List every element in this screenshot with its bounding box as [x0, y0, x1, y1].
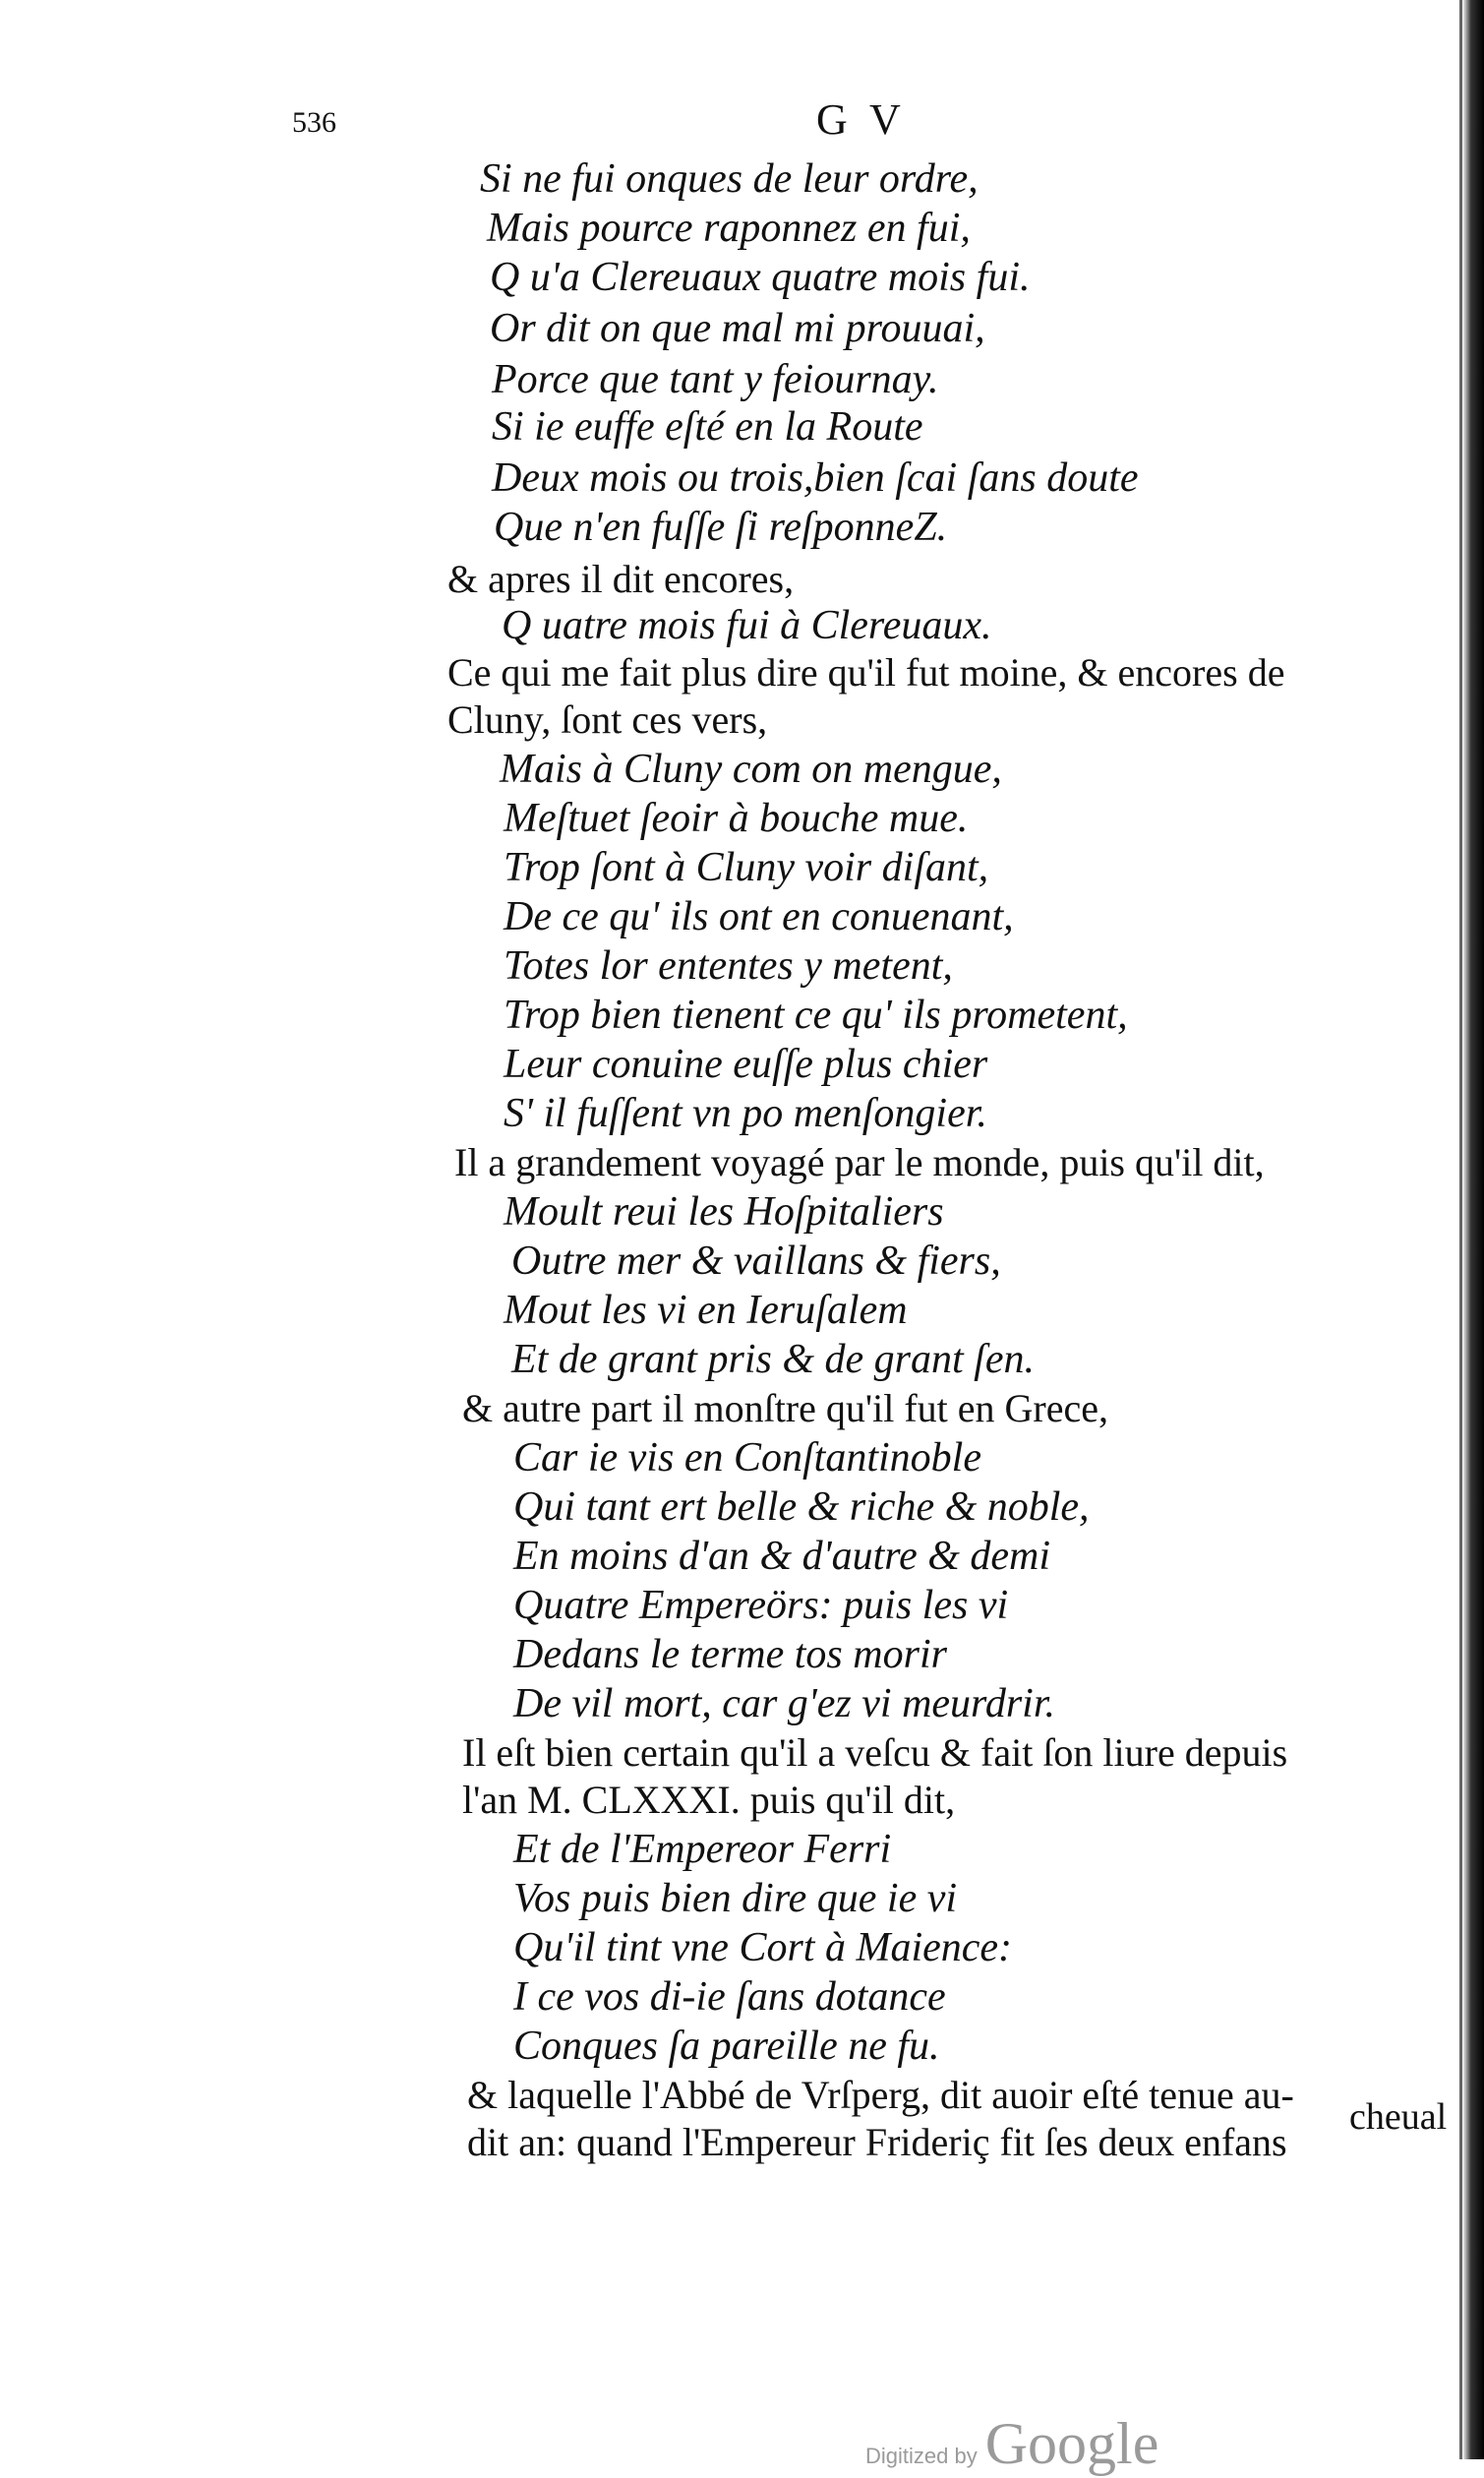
text-line: & autre part il monſtre qu'il fut en Grece, — [462, 1386, 1108, 1430]
text-line: I ce vos di-ie ſans dotance — [513, 1974, 946, 2020]
text-line: Mais à Cluny com on mengue, — [500, 747, 1002, 792]
text-line: Que n'en fuſſe ſi reſponneZ. — [494, 505, 948, 550]
running-title: G V — [816, 95, 907, 144]
text-line: Moult reui les Hoſpitaliers — [504, 1189, 944, 1235]
page-edge-shadow — [1462, 0, 1484, 2459]
text-line: De ce qu' ils ont en conuenant, — [504, 894, 1014, 939]
text-line: Outre mer & vaillans & fiers, — [511, 1239, 1001, 1284]
text-line: Qu'il tint vne Cort à Maience: — [513, 1925, 1013, 1970]
text-line: Cluny, ſont ces vers, — [447, 697, 768, 742]
text-line: Si ie euffe eſté en la Route — [492, 404, 923, 450]
text-line: Mais pource raponnez en fui, — [487, 206, 971, 251]
text-line: Quatre Empereörs: puis les vi — [513, 1583, 1009, 1628]
text-line: En moins d'an & d'autre & demi — [513, 1534, 1051, 1579]
page-number: 536 — [292, 106, 336, 139]
text-line: S' il fuſſent vn po menſongier. — [504, 1091, 987, 1136]
text-line: l'an M. CLXXXI. puis qu'il dit, — [462, 1778, 956, 1822]
catchword: cheual — [1349, 2096, 1448, 2138]
text-line: Deux mois ou trois,bien ſcai ſans doute — [492, 455, 1139, 501]
text-line: Or dit on que mal mi prouuai, — [490, 306, 985, 351]
watermark-brand: Google — [984, 2411, 1159, 2476]
text-line: dit an: quand l'Empereur Frideriç fit ſes deux enfans — [467, 2120, 1287, 2164]
text-line: Si ne fui onques de leur ordre, — [480, 156, 979, 202]
text-line: Trop bien tienent ce qu' ils prometent, — [504, 993, 1128, 1038]
text-line: & laquelle l'Abbé de Vrſperg, dit auoir eſté tenue au- — [467, 2073, 1294, 2117]
text-line: Trop ſont à Cluny voir diſant, — [504, 845, 989, 890]
text-line: De vil mort, car g'ez vi meurdrir. — [513, 1681, 1056, 1726]
text-line: Qui tant ert belle & riche & noble, — [513, 1484, 1090, 1530]
text-line: Ce qui me fait plus dire qu'il fut moine, & encores de — [447, 650, 1285, 695]
text-line: Et de l'Empereor Ferri — [513, 1827, 892, 1872]
text-line: Car ie vis en Conſtantinoble — [513, 1435, 981, 1481]
text-line: Q uatre mois fui à Clereuaux. — [502, 603, 992, 648]
text-line: Conques ſa pareille ne fu. — [513, 2024, 940, 2069]
text-line: Il eſt bien certain qu'il a veſcu & fait ſon liure depuis — [462, 1730, 1288, 1775]
digitized-watermark — [865, 2410, 1158, 2478]
text-line: Meſtuet ſeoir à bouche mue. — [504, 796, 969, 841]
text-line: Leur conuine euſſe plus chier — [504, 1042, 988, 1087]
text-line: Et de grant pris & de grant ſen. — [511, 1337, 1035, 1382]
text-line: & apres il dit encores, — [447, 557, 795, 601]
text-line: Vos puis bien dire que ie vi — [513, 1876, 958, 1921]
text-line: Totes lor ententes y metent, — [504, 943, 953, 989]
text-line: Mout les vi en Ieruſalem — [504, 1288, 908, 1333]
text-line: Porce que tant y feiournay. — [492, 357, 939, 402]
text-line: Il a grandement voyagé par le monde, puis qu'il dit, — [454, 1140, 1265, 1184]
text-line: Dedans le terme tos morir — [513, 1632, 947, 1677]
watermark-prefix: Digitized by — [865, 2444, 978, 2468]
text-line: Q u'a Clereuaux quatre mois fui. — [490, 255, 1031, 300]
